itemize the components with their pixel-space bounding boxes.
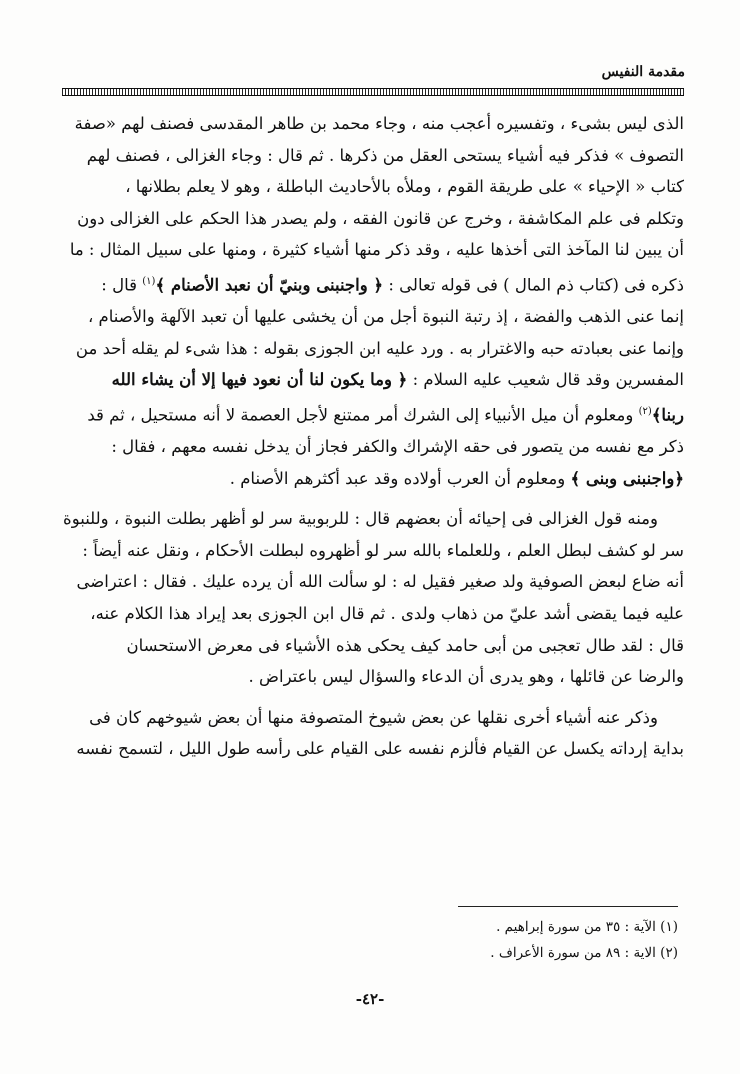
line-text: قال : [101, 275, 143, 295]
quran-verse: ربنا﴾ [651, 405, 684, 425]
paragraph-1-line-1: الذى ليس بشىء ، وتفسيره أعجب منه ، وجاء محمد بن طاهر المقدسى فصنف لهم «صفة [74, 114, 684, 133]
line-text: ومعلوم أن العرب أولاده وقد عبد أكثرهم الأصنام . [229, 468, 571, 488]
paragraph-1-line-12 [62, 463, 684, 495]
paragraph-3-line-2: بداية إرداته يكسل عن القيام فألزم نفسه على القيام على رأسه طول الليل ، لتسمح نفسه [76, 739, 684, 759]
header-rule [62, 88, 684, 96]
line-text: المفسرين وقد قال شعيب عليه السلام : [407, 370, 684, 390]
paragraph-gap [62, 494, 684, 503]
quran-verse: ﴿ وما يكون لنا أن نعود فيها إلا أن يشاء الله [111, 370, 408, 390]
footnotes [178, 914, 678, 966]
paragraph-1-line-10 [62, 396, 684, 431]
paragraph-1-line-3: كتاب « الإحياء » على طريقة القوم ، وملأه بالأحاديث الباطلة ، وهو لا يعلم بطلانها ، [125, 177, 684, 197]
paragraph-1-line-4: وتكلم فى علم المكاشفة ، وخرج عن قانون الفقه ، ولم يصدر هذا الحكم على الغزالى دون [77, 208, 684, 228]
paragraph-1-line-11: ذكر مع نفسه من يتصور فى حقه الإشراك والكفر فجاز أن يدخل نفسه معهم ، فقال : [111, 436, 684, 456]
footnote-rule [458, 906, 678, 907]
paragraph-2-line-1: ومنه قول الغزالى فى إحيائه أن بعضهم قال : للربوبية سر لو أظهر بطلت النبوة ، وللنبوة [63, 509, 658, 529]
paragraph-1-line-2: التصوف » فذكر فيه أشياء يستحى العقل من ذكرها . ثم قال : وجاء الغزالى ، فصنف لهم [86, 145, 684, 165]
quran-verse: ﴿ واجنبنى وبنيّ أن نعبد الأصنام ﴾ [155, 275, 384, 295]
footnote-ref-1: (١) [142, 275, 156, 287]
paragraph-2-line-2: سر لو كشف لبطل العلم ، وللعلماء بالله سر لو أظهروه لبطلت الأحكام ، ونقل عنه أيضاً : [82, 540, 684, 560]
paragraph-2-line-6: والرضا عن قائلها ، وهو يدرى أن الدعاء والسؤال ليس باعتراض . [248, 667, 684, 687]
paragraph-3-line-1: وذكر عنه أشياء أخرى نقلها عن بعض شيوخ المتصوفة منها أن بعض شيوخهم كان فى [89, 707, 658, 727]
paragraph-1-line-9 [62, 364, 684, 396]
paragraph-1-line-8: وإنما عنى بعبادته حبه والاغترار به . ورد عليه ابن الجوزى بقوله : هذا شىء لم يقله أحد من [75, 338, 684, 358]
paragraph-2-line-4: عليه فيما يقضى أشد عليّ من ذهاب ولدى . ثم قال ابن الجوزى بعد إيراد هذا الكلام عنه، [90, 603, 684, 623]
paragraph-gap [62, 693, 684, 702]
footnote-2: (٢) الاية : ٨٩ من سورة الأعراف . [490, 945, 678, 961]
paragraph-2-line-5: قال : لقد طال تعجبى من أبى حامد كيف يحكى هذه الأشياء فى معرض الاستحسان [126, 635, 684, 655]
page-number: -٤٢- [355, 990, 385, 1008]
line-text: ذكره فى (كتاب ذم المال ) فى قوله تعالى : [383, 275, 684, 295]
quran-verse: ﴿واجنبنى وبنى ﴾ [570, 468, 684, 488]
paragraph-1-line-7: إنما عنى الذهب والفضة ، إذ رتبة النبوة أجل من أن يخشى عليها أن تعبد الآلهة والأصنام ، [87, 307, 684, 327]
running-head: مقدمة النفيس [601, 64, 685, 80]
line-text: ومعلوم أن ميل الأنبياء إلى الشرك أمر ممتنع لأجل العصمة لا أنه مستحيل ، ثم قد [87, 405, 639, 425]
footnote-1: (١) الآية : ٣٥ من سورة إبراهيم . [496, 919, 678, 935]
body-text [62, 108, 684, 765]
paragraph-2-line-3: أنه ضاع لبعض الصوفية ولد صغير فقيل له : لو سألت الله أن يرده عليك . فقال : اعتراضى [76, 572, 684, 592]
paragraph-1-line-6 [62, 266, 684, 301]
footnote-ref-2: (٢) [638, 405, 652, 417]
paragraph-1-line-5: أن يبين لنا المآخذ التى أخذها عليه ، وقد ذكر منها أشياء كثيرة ، ومنها على سبيل المثال : ما [69, 240, 684, 260]
